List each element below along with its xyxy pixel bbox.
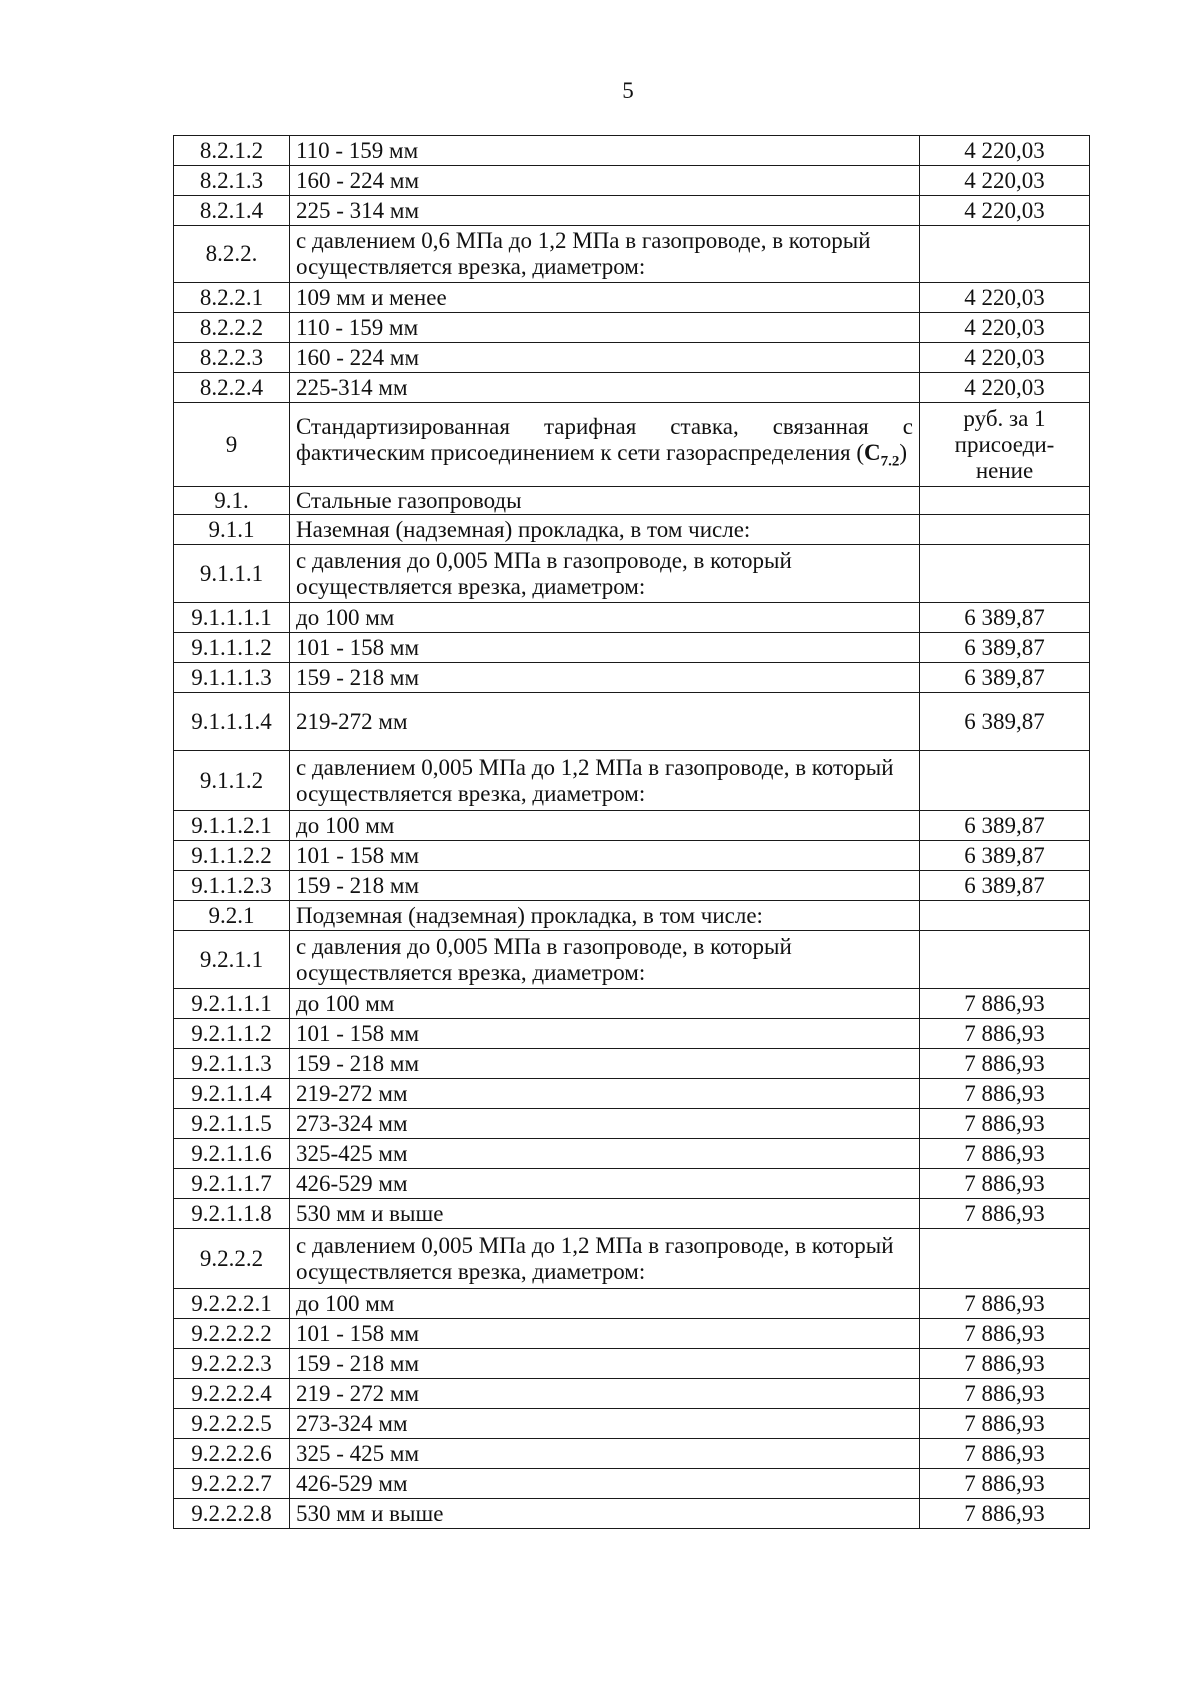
row-description	[290, 1229, 920, 1289]
row-description	[290, 633, 920, 663]
row-description-text: с давлением 0,005 МПа до 1,2 МПа в газопроводе, в который осуществляется врезка, диаметром:	[296, 754, 894, 806]
row-code: 9.2.1.1.8	[174, 1199, 290, 1229]
row-description	[290, 136, 920, 166]
table-row	[174, 693, 1090, 751]
row-description	[290, 1169, 920, 1199]
row-description	[290, 1109, 920, 1139]
row-value: 7 886,93	[920, 1499, 1090, 1529]
table-row	[174, 1109, 1090, 1139]
row-description-text: 219 - 272 мм	[296, 1380, 420, 1406]
row-description	[290, 1049, 920, 1079]
row-description-text: с давления до 0,005 МПа в газопроводе, в который осуществляется врезка, диаметром:	[296, 547, 792, 599]
table-row	[174, 901, 1090, 931]
row-code: 9.1.1.1.4	[174, 693, 290, 751]
row-description-text: до 100 мм	[296, 604, 395, 630]
row-value	[920, 901, 1090, 931]
row-description	[290, 196, 920, 226]
table-row	[174, 751, 1090, 811]
row-code: 9.1.1.2.3	[174, 871, 290, 901]
row-value	[920, 751, 1090, 811]
table-row	[174, 487, 1090, 515]
row-description	[290, 1199, 920, 1229]
row-value: руб. за 1 присоеди-нение	[920, 403, 1090, 487]
row-value	[920, 545, 1090, 603]
table-row	[174, 603, 1090, 633]
row-description-text: 110 - 159 мм	[296, 137, 419, 163]
table-row	[174, 136, 1090, 166]
table-row	[174, 1349, 1090, 1379]
row-description	[290, 1319, 920, 1349]
row-description	[290, 663, 920, 693]
row-code: 9.2.2.2.5	[174, 1409, 290, 1439]
row-code: 8.2.1.2	[174, 136, 290, 166]
row-code: 9.1.1.2.1	[174, 811, 290, 841]
row-value	[920, 487, 1090, 515]
row-value: 6 389,87	[920, 811, 1090, 841]
row-code: 9.2.2.2.3	[174, 1349, 290, 1379]
table-row	[174, 1199, 1090, 1229]
table-row	[174, 313, 1090, 343]
row-code: 8.2.1.4	[174, 196, 290, 226]
row-code: 9.2.1.1.1	[174, 989, 290, 1019]
row-value: 6 389,87	[920, 663, 1090, 693]
table-row	[174, 931, 1090, 989]
table-row	[174, 226, 1090, 283]
table-row	[174, 811, 1090, 841]
table-row	[174, 403, 1090, 487]
row-value: 4 220,03	[920, 343, 1090, 373]
table-row	[174, 343, 1090, 373]
row-description	[290, 283, 920, 313]
row-code: 8.2.1.3	[174, 166, 290, 196]
row-code: 9.2.1.1.5	[174, 1109, 290, 1139]
row-description-text: 160 - 224 мм	[296, 167, 420, 193]
row-description-text: 159 - 218 мм	[296, 1350, 420, 1376]
table-row	[174, 166, 1090, 196]
row-description	[290, 603, 920, 633]
row-value: 7 886,93	[920, 1019, 1090, 1049]
row-value: 4 220,03	[920, 136, 1090, 166]
row-description	[290, 1139, 920, 1169]
row-value	[920, 226, 1090, 283]
row-value	[920, 515, 1090, 545]
row-description	[290, 515, 920, 545]
row-description: Стандартизированная тарифная ставка, связанная с фактическим присоединением к сети газораспределения $(C_{7.2})$	[290, 403, 920, 487]
tariff-table-body	[174, 136, 1090, 1529]
row-code: 9.2.2.2.8	[174, 1499, 290, 1529]
row-description	[290, 226, 920, 283]
row-value: 4 220,03	[920, 166, 1090, 196]
row-code: 9.2.2.2.6	[174, 1439, 290, 1469]
row-value: 7 886,93	[920, 1199, 1090, 1229]
row-description	[290, 811, 920, 841]
row-code: 8.2.2.1	[174, 283, 290, 313]
row-description-text: Наземная (надземная) прокладка, в том числе:	[296, 516, 751, 542]
row-code: 8.2.2.4	[174, 373, 290, 403]
row-description-text: с давлением 0,005 МПа до 1,2 МПа в газопроводе, в который осуществляется врезка, диаметром:	[296, 1232, 894, 1284]
row-description-text: 325-425 мм	[296, 1140, 408, 1166]
row-description-text: 101 - 158 мм	[296, 634, 420, 660]
row-value: 7 886,93	[920, 1319, 1090, 1349]
row-code: 9.1.1.1	[174, 545, 290, 603]
row-value: 6 389,87	[920, 841, 1090, 871]
row-value: 7 886,93	[920, 1079, 1090, 1109]
row-description	[290, 751, 920, 811]
row-description	[290, 166, 920, 196]
table-row	[174, 1289, 1090, 1319]
row-code: 9.2.1	[174, 901, 290, 931]
table-row	[174, 283, 1090, 313]
row-description	[290, 989, 920, 1019]
table-row	[174, 1079, 1090, 1109]
row-code: 9.2.2.2.2	[174, 1319, 290, 1349]
page-number: 5	[622, 78, 634, 103]
row-description-text: 325 - 425 мм	[296, 1440, 420, 1466]
table-row	[174, 841, 1090, 871]
row-value: 7 886,93	[920, 1109, 1090, 1139]
row-description	[290, 313, 920, 343]
row-description-text: Стальные газопроводы	[296, 487, 522, 513]
row-value: 7 886,93	[920, 1349, 1090, 1379]
row-code: 9.2.2.2	[174, 1229, 290, 1289]
row-value: 7 886,93	[920, 1409, 1090, 1439]
row-description	[290, 1379, 920, 1409]
row-code: 9.2.1.1.6	[174, 1139, 290, 1169]
row-description-text: 160 - 224 мм	[296, 344, 420, 370]
table-row	[174, 1229, 1090, 1289]
row-description	[290, 901, 920, 931]
row-description-text: 225-314 мм	[296, 374, 408, 400]
row-code: 9.2.1.1.2	[174, 1019, 290, 1049]
row-description	[290, 841, 920, 871]
row-code: 9.1.	[174, 487, 290, 515]
row-description	[290, 931, 920, 989]
row-code: 9.2.1.1	[174, 931, 290, 989]
table-row	[174, 989, 1090, 1019]
row-description-text: 101 - 158 мм	[296, 1320, 420, 1346]
row-code: 9.2.2.2.4	[174, 1379, 290, 1409]
row-code: 9.2.1.1.4	[174, 1079, 290, 1109]
row-description-text: 530 мм и выше	[296, 1200, 444, 1226]
row-description-text: 159 - 218 мм	[296, 664, 420, 690]
row-description	[290, 871, 920, 901]
row-code: 9.1.1.1.2	[174, 633, 290, 663]
row-description-text: до 100 мм	[296, 990, 395, 1016]
row-code: 9.2.1.1.3	[174, 1049, 290, 1079]
row-description-text: до 100 мм	[296, 812, 395, 838]
row-description-text: 101 - 158 мм	[296, 842, 420, 868]
row-value: 7 886,93	[920, 1439, 1090, 1469]
row-description	[290, 373, 920, 403]
row-description	[290, 1469, 920, 1499]
row-description-text: с давлением 0,6 МПа до 1,2 МПа в газопроводе, в который осуществляется врезка, диаметром:	[296, 228, 871, 279]
row-code: 8.2.2.2	[174, 313, 290, 343]
row-code: 9.1.1.2	[174, 751, 290, 811]
table-row	[174, 871, 1090, 901]
row-description-text: 273-324 мм	[296, 1410, 408, 1436]
row-description-text: 219-272 мм	[296, 1080, 408, 1106]
table-row	[174, 1049, 1090, 1079]
row-description-text: 530 мм и выше	[296, 1500, 444, 1526]
row-value	[920, 1229, 1090, 1289]
row-value: 7 886,93	[920, 1049, 1090, 1079]
row-code: 9.2.1.1.7	[174, 1169, 290, 1199]
table-row	[174, 1499, 1090, 1529]
row-description	[290, 693, 920, 751]
row-description-text: 101 - 158 мм	[296, 1020, 420, 1046]
row-code: 9	[174, 403, 290, 487]
row-description	[290, 487, 920, 515]
row-description	[290, 1499, 920, 1529]
tariff-table	[173, 135, 1090, 1529]
table-row	[174, 1379, 1090, 1409]
table-row	[174, 545, 1090, 603]
row-description-text: Стандартизированная тарифная ставка, связанная с фактическим присоединением к сети газораспределения	[296, 414, 913, 466]
row-code: 9.1.1.1.1	[174, 603, 290, 633]
row-description-text: 109 мм и менее	[296, 284, 447, 310]
row-value: 4 220,03	[920, 313, 1090, 343]
row-code: 9.1.1.2.2	[174, 841, 290, 871]
row-description	[290, 1409, 920, 1439]
row-description-text: с давления до 0,005 МПа в газопроводе, в который осуществляется врезка, диаметром:	[296, 933, 792, 985]
row-value: 6 389,87	[920, 633, 1090, 663]
row-value: 7 886,93	[920, 1469, 1090, 1499]
row-description-text: 159 - 218 мм	[296, 1050, 420, 1076]
row-code: 9.2.2.2.7	[174, 1469, 290, 1499]
row-code: 9.1.1.1.3	[174, 663, 290, 693]
row-description	[290, 1079, 920, 1109]
row-code: 8.2.2.3	[174, 343, 290, 373]
row-code: 9.1.1	[174, 515, 290, 545]
row-description	[290, 1439, 920, 1469]
table-row	[174, 1019, 1090, 1049]
table-row	[174, 1139, 1090, 1169]
table-row	[174, 1409, 1090, 1439]
row-description-text: до 100 мм	[296, 1290, 395, 1316]
table-row	[174, 196, 1090, 226]
row-value: 7 886,93	[920, 989, 1090, 1019]
table-row	[174, 1469, 1090, 1499]
row-value: 6 389,87	[920, 871, 1090, 901]
row-code: 8.2.2.	[174, 226, 290, 283]
row-value: 7 886,93	[920, 1379, 1090, 1409]
row-description-text: 426-529 мм	[296, 1170, 408, 1196]
row-description-text: 110 - 159 мм	[296, 314, 419, 340]
row-value: 4 220,03	[920, 283, 1090, 313]
row-description	[290, 1349, 920, 1379]
row-description-text: Подземная (надземная) прокладка, в том числе:	[296, 902, 763, 928]
row-value: 7 886,93	[920, 1289, 1090, 1319]
row-description-text: 426-529 мм	[296, 1470, 408, 1496]
row-value: 4 220,03	[920, 196, 1090, 226]
table-row	[174, 663, 1090, 693]
row-description	[290, 343, 920, 373]
row-description-text: 225 - 314 мм	[296, 197, 420, 223]
table-row	[174, 633, 1090, 663]
row-description	[290, 545, 920, 603]
row-description	[290, 1289, 920, 1319]
row-code: 9.2.2.2.1	[174, 1289, 290, 1319]
tariff-symbol-subscript: 7.2	[880, 453, 900, 470]
row-value: 7 886,93	[920, 1169, 1090, 1199]
row-description-text: 273-324 мм	[296, 1110, 408, 1136]
row-value	[920, 931, 1090, 989]
table-row	[174, 1169, 1090, 1199]
table-row	[174, 1439, 1090, 1469]
table-row	[174, 373, 1090, 403]
row-value: 6 389,87	[920, 603, 1090, 633]
table-row	[174, 515, 1090, 545]
row-value: 4 220,03	[920, 373, 1090, 403]
row-description-text: 219-272 мм	[296, 708, 408, 734]
row-value: 7 886,93	[920, 1139, 1090, 1169]
table-row	[174, 1319, 1090, 1349]
row-description-text: 159 - 218 мм	[296, 872, 420, 898]
row-value: 6 389,87	[920, 693, 1090, 751]
tariff-symbol: C	[864, 440, 881, 466]
row-description	[290, 1019, 920, 1049]
